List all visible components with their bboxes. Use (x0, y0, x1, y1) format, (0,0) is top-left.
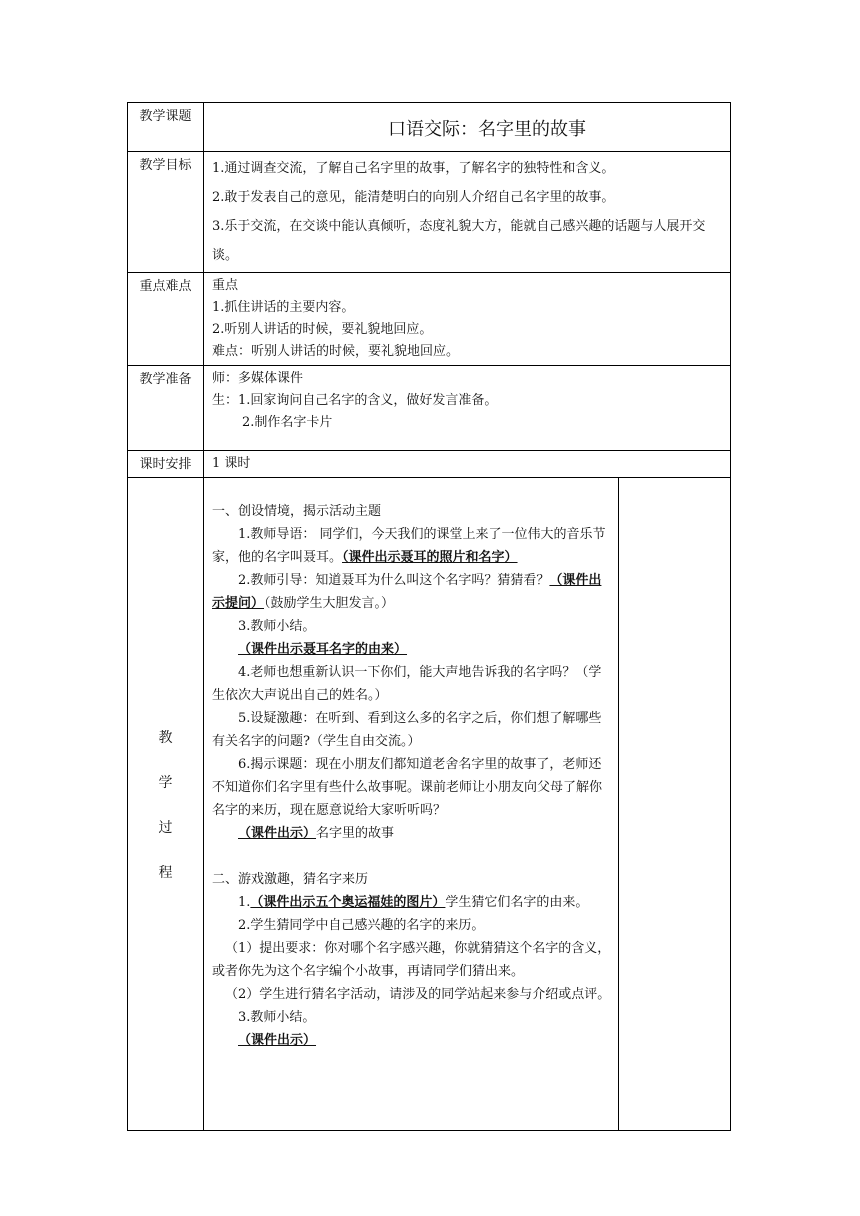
courseware-note: （课件出示提问） (212, 573, 602, 611)
row-prep (128, 366, 731, 451)
prep-line: 2.制作名字卡片 (242, 415, 333, 430)
paragraph-text: 2.教师引导：知道聂耳为什么叫这个名字吗？猜猜看？ (238, 573, 550, 588)
process-content (204, 478, 619, 1131)
paragraph-text: 1. (238, 895, 251, 910)
process-paragraph: 5.设疑激趣：在听到、看到这么多的名字之后，你们想了解哪些有关名字的问题?（学生自由交流。） (212, 711, 602, 749)
row-difficulty (128, 273, 731, 366)
process-paragraph: 4.老师也想重新认识一下你们，能大声地告诉我的名字吗？（学生依次大声说出自己的姓名。） (212, 665, 602, 703)
process-paragraph (212, 891, 612, 914)
process-paragraph: 3.教师小结。 (238, 619, 316, 634)
courseware-note: （课件出示五个奥运福娃的图片） (250, 895, 446, 910)
paragraph-text: （鼓励学生大胆发言。） (264, 596, 395, 611)
goal-item: 3.乐于交流，在交谈中能认真倾听，态度礼貌大方，能就自己感兴趣的话题与人展开交谈。 (212, 219, 706, 263)
prep-line: 师：多媒体课件 (212, 371, 304, 386)
difficulty-line: 1.抓住讲话的主要内容。 (212, 300, 355, 315)
section-heading: 一、创设情境，揭示活动主题 (212, 504, 382, 519)
goal-item: 1.通过调查交流，了解自己名字里的故事，了解名字的独特性和含义。 (212, 161, 615, 176)
prep-cell (204, 366, 731, 451)
process-paragraph: 2.学生猜同学中自己感兴趣的名字的来历。 (238, 918, 485, 933)
process-paragraph (212, 569, 612, 615)
topic-label: 教学课题 (128, 103, 204, 152)
row-process (128, 478, 731, 1131)
courseware-note: （课件出示聂耳名字的由来） (238, 642, 408, 657)
paragraph-text: 学生猜它们名字的由来。 (445, 895, 589, 910)
process-notes-cell (619, 478, 731, 1131)
row-goals (128, 152, 731, 273)
topic-cell (204, 103, 731, 152)
courseware-note: （课件出示） (238, 1033, 317, 1048)
process-label (128, 478, 204, 1131)
process-label-char: 过 (158, 820, 173, 836)
goal-item: 2.敢于发表自己的意见，能清楚明白的向别人介绍自己名字里的故事。 (212, 190, 615, 205)
row-topic (128, 103, 731, 152)
row-schedule (128, 451, 731, 478)
schedule-value: 1 课时 (204, 451, 731, 478)
difficulty-line: 难点：听别人讲话的时候，要礼貌地回应。 (212, 344, 460, 359)
paragraph-text: 1.教师导语： 同学们，今天我们的课堂上来了一位伟大的音乐节家，他的名字叫聂耳。 (212, 527, 606, 565)
difficulty-label: 重点难点 (128, 273, 204, 366)
process-paragraph: 3.教师小结。 (238, 1010, 316, 1025)
process-paragraph (212, 638, 612, 661)
lesson-plan-table (127, 102, 731, 1131)
paragraph-text: 名字里的故事 (316, 826, 395, 841)
process-paragraph (212, 523, 612, 569)
process-paragraph: 6.揭示课题：现在小朋友们都知道老舍名字里的故事了，老师还不知道你们名字里有些什么故事呢。课前老师让小朋友向父母了解你名字的来历，现在愿意说给大家听听吗？ (212, 757, 603, 818)
process-paragraph (212, 1029, 612, 1052)
goals-label: 教学目标 (128, 152, 204, 273)
section-heading: 二、游戏激趣，猜名字来历 (212, 872, 369, 887)
courseware-note: （课件出示聂耳的照片和名字） (342, 550, 518, 565)
schedule-label: 课时安排 (128, 451, 204, 478)
goals-cell (204, 152, 731, 273)
prep-label: 教学准备 (128, 366, 204, 451)
difficulty-line: 重点 (212, 278, 239, 293)
process-label-char: 学 (158, 775, 173, 791)
difficulty-line: 2.听别人讲话的时候，要礼貌地回应。 (212, 322, 433, 337)
process-label-char: 教 (158, 730, 173, 746)
process-paragraph: （2）学生进行猜名字活动，请涉及的同学站起来参与介绍或点评。 (225, 987, 611, 1002)
prep-line: 生：1.回家询问自己名字的含义，做好发言准备。 (212, 393, 498, 408)
lesson-title: 口语交际：名字里的故事 (388, 119, 586, 140)
process-paragraph: （1）提出要求：你对哪个名字感兴趣，你就猜猜这个名字的含义，或者你先为这个名字编个小故事，再请同学们猜出来。 (212, 941, 611, 979)
difficulty-cell (204, 273, 731, 366)
process-label-char: 程 (158, 865, 173, 881)
courseware-note: （课件出示） (238, 826, 317, 841)
process-paragraph (212, 822, 612, 845)
